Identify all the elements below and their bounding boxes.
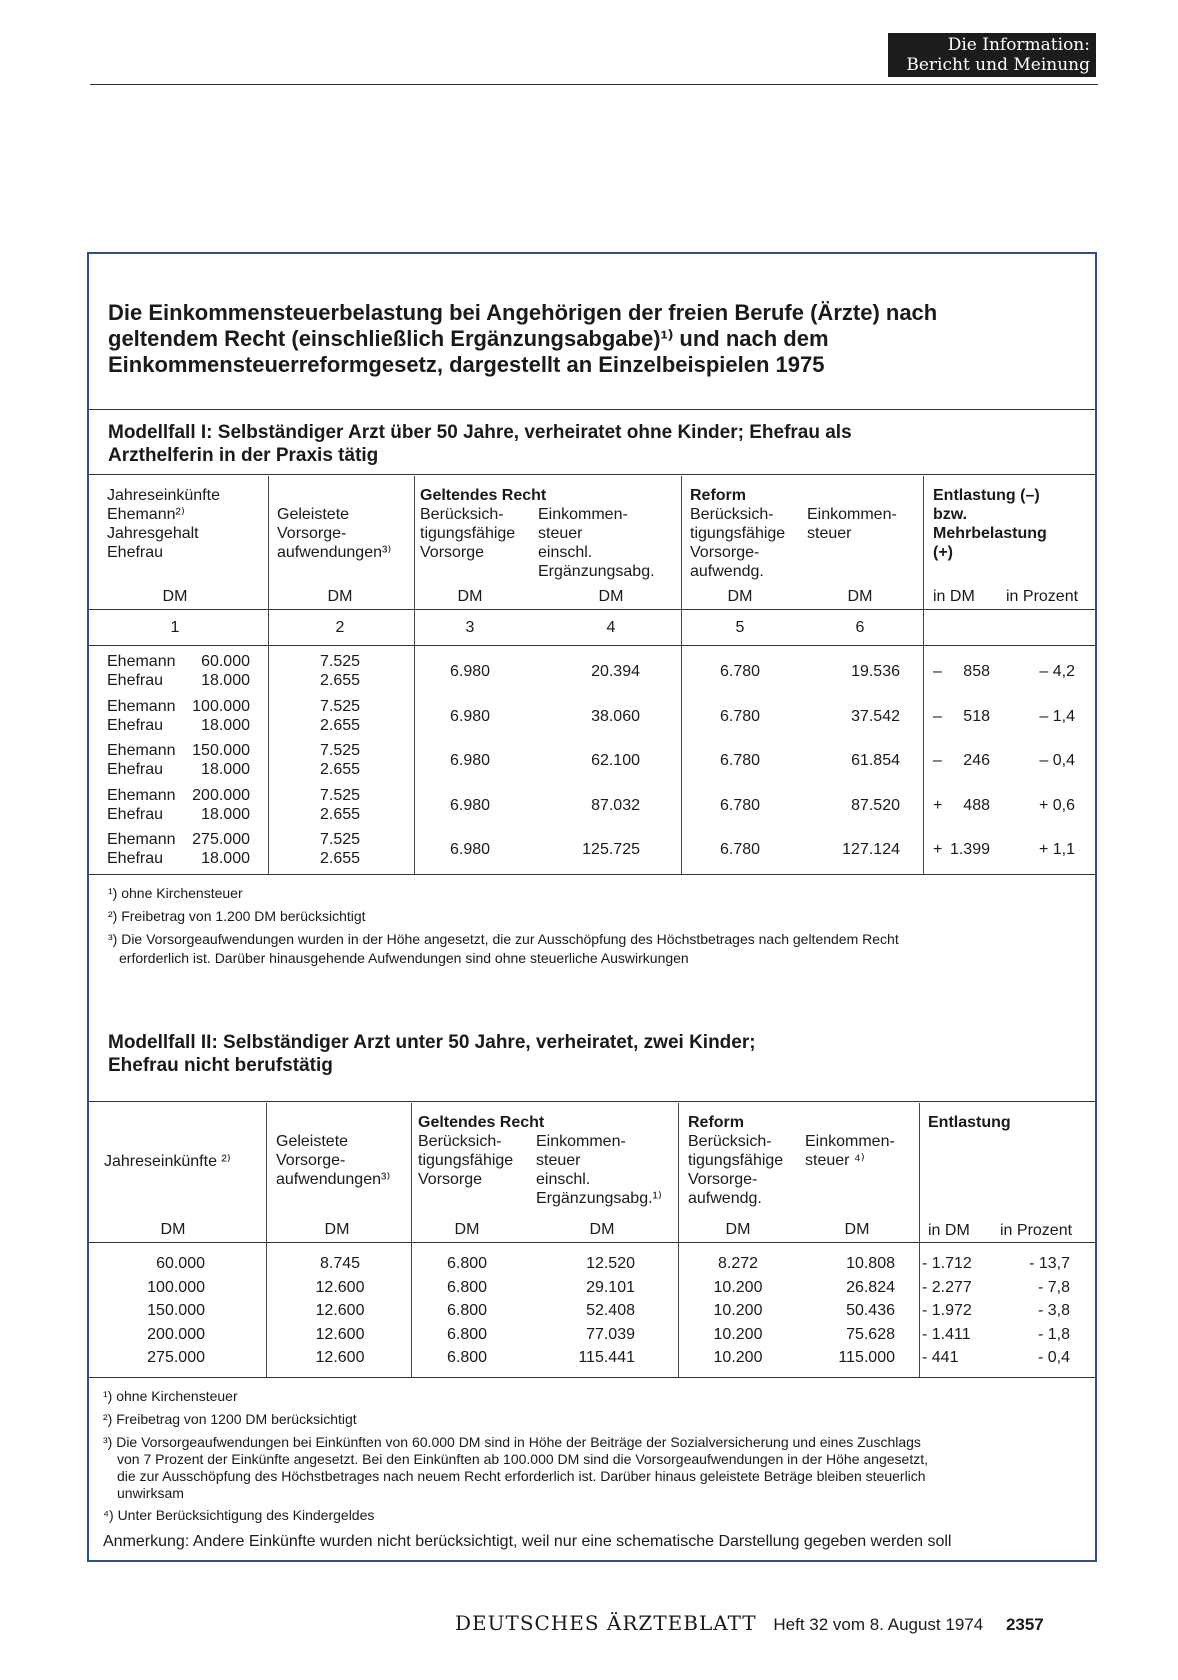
- expenses-husband: 7.525: [319, 831, 361, 848]
- case2-footnote: die zur Ausschöpfung des Höchstbetrages nach neuem Recht erforderlich ist. Darüber hinaus geleistete Beträge bleiben steuerlich: [117, 1468, 926, 1484]
- change-percent: – 1,4: [1039, 707, 1075, 725]
- income-husband: 275.000: [192, 831, 250, 848]
- case2-footnote: ³) Die Vorsorgeaufwendungen bei Einkünften von 60.000 DM sind in Höhe der Beiträge der Sozialversicherung und eines Zuschlags: [103, 1434, 921, 1450]
- case2-reform-header: Reform: [688, 1114, 745, 1131]
- deductible-current: 6.800: [446, 1349, 488, 1366]
- column-divider: [923, 476, 924, 874]
- case2-geltend-header: Geltendes Recht: [418, 1114, 545, 1131]
- case2-col6-header: [805, 1132, 895, 1170]
- case2-col3-header: [418, 1132, 513, 1189]
- header-text: Einkommen-: [807, 506, 897, 523]
- change-dm: - 1.411: [922, 1325, 971, 1343]
- expenses-husband: 7.525: [319, 653, 361, 670]
- unit-label: DM: [457, 588, 483, 605]
- expenses-wife: 2.655: [319, 761, 361, 778]
- divider: [89, 474, 1095, 475]
- row-label: Ehemann: [107, 831, 176, 848]
- case1-title: [108, 421, 1068, 467]
- header-rule: [90, 84, 1098, 85]
- case1-reform-header: Reform: [690, 487, 747, 504]
- header-text: Vorsorge-: [277, 525, 347, 542]
- deductible-reform: 10.200: [713, 1325, 763, 1343]
- section-label: [888, 33, 1096, 77]
- header-text: (+): [933, 544, 953, 561]
- header-text: Berücksich-: [418, 1133, 502, 1150]
- header-text: Berücksich-: [688, 1133, 772, 1150]
- case2-footnote: ⁴) Unter Berücksichtigung des Kindergeldes: [103, 1507, 375, 1523]
- income: 60.000: [156, 1255, 205, 1272]
- case1-col2-header: [277, 505, 391, 562]
- row-label: Ehemann: [107, 653, 176, 670]
- header-text: aufwendungen³⁾: [276, 1171, 391, 1188]
- tax-current: 38.060: [591, 707, 640, 725]
- header-text: Ehemann²⁾: [107, 506, 185, 523]
- income-husband: 150.000: [192, 742, 250, 759]
- tax-reform: 75.628: [846, 1325, 895, 1343]
- salary-wife: 18.000: [201, 716, 250, 734]
- column-number: 4: [606, 619, 616, 636]
- header-text: Vorsorge-: [688, 1171, 758, 1188]
- deductible-reform: 8.272: [717, 1255, 759, 1272]
- tax-current: 12.520: [586, 1255, 635, 1272]
- unit-label: DM: [725, 1221, 751, 1238]
- divider: [89, 1377, 1095, 1378]
- header-text: Jahresgehalt: [107, 525, 199, 542]
- tax-reform: 37.542: [851, 707, 900, 725]
- row-label: Ehemann: [107, 786, 176, 804]
- column-number: 3: [465, 619, 475, 636]
- change-dm: - 2.277: [922, 1278, 972, 1296]
- change-percent: - 3,8: [1037, 1302, 1070, 1319]
- header-text: Geleistete: [277, 506, 350, 523]
- header-text: steuer: [807, 525, 852, 542]
- change-percent: - 1,8: [1037, 1325, 1070, 1343]
- header-text: steuer ⁴⁾: [805, 1152, 865, 1169]
- header-text: aufwendg.: [690, 563, 764, 580]
- case1-footnote: ¹) ohne Kirchensteuer: [108, 885, 243, 901]
- header-text: Einkommen-: [805, 1133, 895, 1150]
- tax-current: 20.394: [591, 663, 640, 680]
- case1-title-line: Modellfall I: Selbständiger Arzt über 50 Jahre, verheiratet ohne Kinder; Ehefrau als: [108, 422, 852, 443]
- case1-col4-header: [538, 505, 655, 581]
- expenses-husband: 7.525: [319, 742, 361, 759]
- income: 150.000: [147, 1302, 205, 1319]
- header-text: Vorsorge-: [276, 1152, 346, 1169]
- deductible-current: 6.800: [446, 1278, 488, 1296]
- income: 275.000: [147, 1349, 205, 1366]
- deductible-reform: 6.780: [719, 796, 761, 814]
- case2-footnote: ¹) ohne Kirchensteuer: [103, 1388, 238, 1404]
- row-label: Ehefrau: [107, 805, 164, 823]
- unit-label: DM: [844, 1221, 870, 1238]
- tax-reform: 87.520: [851, 796, 900, 814]
- change-percent: + 0,6: [1038, 796, 1075, 814]
- header-text: Vorsorge: [418, 1171, 483, 1188]
- unit-label: in Prozent: [1000, 1222, 1073, 1239]
- column-number: 2: [335, 619, 345, 636]
- change-percent: - 13,7: [1029, 1255, 1070, 1272]
- unit-label: in Prozent: [1006, 588, 1079, 605]
- column-number: 5: [735, 619, 745, 636]
- divider: [89, 609, 1095, 610]
- header-text: Geleistete: [276, 1133, 349, 1150]
- row-label: Ehefrau: [107, 761, 164, 778]
- case1-geltend-header: Geltendes Recht: [420, 487, 547, 504]
- expenses-wife: 2.655: [319, 805, 361, 823]
- title-line: Einkommensteuerreformgesetz, dargestellt an Einzelbeispielen 1975: [108, 352, 825, 377]
- income-husband: 60.000: [201, 653, 250, 670]
- tax-current: 125.725: [582, 841, 640, 858]
- case1-col3-header: [420, 505, 515, 562]
- income-husband: 200.000: [192, 786, 250, 804]
- sign: –: [933, 752, 942, 769]
- unit-label: DM: [454, 1221, 480, 1238]
- deductible-current: 6.980: [449, 752, 491, 769]
- salary-wife: 18.000: [201, 850, 250, 867]
- page-title: [108, 300, 1088, 378]
- issue-info: Heft 32 vom 8. August 1974: [773, 1615, 984, 1634]
- expenses: 12.600: [315, 1278, 365, 1296]
- header-text: aufwendg.: [688, 1190, 762, 1207]
- unit-label: DM: [589, 1221, 615, 1238]
- column-divider: [919, 1103, 920, 1377]
- case2-col2-header: [276, 1132, 390, 1189]
- case2-col5-header: [688, 1132, 783, 1208]
- change-dm: 1.399: [949, 841, 990, 858]
- page-footer: [455, 1611, 1044, 1635]
- case1-entlastung-header: [933, 486, 1047, 562]
- expenses-husband: 7.525: [319, 697, 361, 715]
- unit-label: DM: [160, 1221, 186, 1238]
- row-label: Ehemann: [107, 742, 176, 759]
- deductible-current: 6.980: [449, 841, 491, 858]
- deductible-reform: 6.780: [719, 752, 761, 769]
- case2-col1-header: Jahreseinkünfte ²⁾: [104, 1153, 231, 1170]
- tax-current: 87.032: [591, 796, 640, 814]
- header-text: Vorsorge: [420, 544, 485, 561]
- header-text: Einkommen-: [538, 506, 628, 523]
- header-text: tigungsfähige: [420, 525, 516, 542]
- column-divider: [411, 1103, 412, 1377]
- deductible-reform: 10.200: [713, 1278, 763, 1296]
- case2-entlastung-header: Entlastung: [928, 1114, 1011, 1131]
- header-text: Berücksich-: [690, 506, 774, 523]
- section-label-line2: Bericht und Meinung: [906, 55, 1090, 75]
- column-number: 1: [170, 619, 180, 636]
- column-divider: [266, 1103, 267, 1377]
- expenses-husband: 7.525: [319, 786, 361, 804]
- sign: –: [933, 707, 942, 725]
- column-divider: [678, 1103, 679, 1377]
- case1-footnote: ²) Freibetrag von 1.200 DM berücksichtigt: [108, 908, 366, 924]
- income-husband: 100.000: [192, 697, 250, 715]
- expenses-wife: 2.655: [319, 716, 361, 734]
- unit-label: in DM: [933, 588, 975, 605]
- deductible-current: 6.800: [446, 1325, 488, 1343]
- sign: +: [933, 796, 943, 814]
- header-text: Jahreseinkünfte: [107, 487, 220, 504]
- sign: –: [933, 663, 942, 680]
- salary-wife: 18.000: [201, 761, 250, 778]
- header-text: tigungsfähige: [418, 1152, 514, 1169]
- row-label: Ehemann: [107, 697, 176, 715]
- tax-reform: 50.436: [846, 1302, 895, 1319]
- case1-title-line: Arzthelferin in der Praxis tätig: [108, 445, 379, 466]
- tax-current: 52.408: [586, 1302, 635, 1319]
- header-text: Vorsorge-: [690, 544, 760, 561]
- change-dm: 246: [963, 752, 990, 769]
- change-dm: 488: [963, 796, 990, 814]
- change-dm: - 1.712: [922, 1255, 972, 1272]
- tax-reform: 115.000: [838, 1349, 895, 1366]
- case2-title: [108, 1031, 1068, 1077]
- divider: [89, 874, 1095, 875]
- header-text: einschl.: [536, 1171, 591, 1188]
- case2-title-line: Ehefrau nicht berufstätig: [108, 1055, 333, 1076]
- expenses-wife: 2.655: [319, 850, 361, 867]
- expenses-wife: 2.655: [319, 672, 361, 689]
- change-percent: - 7,8: [1037, 1278, 1070, 1296]
- case2-note: Anmerkung: Andere Einkünfte wurden nicht berücksichtigt, weil nur eine schematische Darstellung gegeben werden soll: [103, 1533, 952, 1550]
- deductible-current: 6.800: [446, 1302, 488, 1319]
- divider: [89, 645, 1095, 646]
- deductible-current: 6.800: [446, 1255, 488, 1272]
- deductible-reform: 6.780: [719, 841, 761, 858]
- header-text: einschl.: [538, 544, 593, 561]
- header-text: tigungsfähige: [690, 525, 786, 542]
- change-percent: – 0,4: [1039, 752, 1075, 769]
- tax-current: 62.100: [591, 752, 640, 769]
- sign: +: [933, 841, 943, 858]
- unit-label: DM: [324, 1221, 350, 1238]
- header-text: Mehrbelastung: [933, 525, 1047, 542]
- header-text: Ergänzungsabg.: [538, 563, 655, 580]
- tax-reform: 127.124: [842, 841, 900, 858]
- deductible-current: 6.980: [449, 663, 491, 680]
- change-dm: - 1.972: [922, 1302, 972, 1319]
- tax-current: 77.039: [586, 1325, 635, 1343]
- divider: [89, 1242, 1095, 1243]
- income: 200.000: [147, 1325, 205, 1343]
- salary-wife: 18.000: [201, 672, 250, 689]
- unit-label: in DM: [928, 1222, 970, 1239]
- header-text: Entlastung (–): [933, 487, 1040, 504]
- header-text: steuer: [536, 1152, 581, 1169]
- page-number: 2357: [1005, 1615, 1044, 1634]
- column-number: 6: [855, 619, 865, 636]
- row-label: Ehefrau: [107, 850, 164, 867]
- tax-reform: 26.824: [846, 1278, 895, 1296]
- header-text: Einkommen-: [536, 1133, 626, 1150]
- deductible-reform: 10.200: [713, 1302, 763, 1319]
- tax-reform: 19.536: [851, 663, 900, 680]
- expenses: 12.600: [315, 1302, 365, 1319]
- header-text: aufwendungen³⁾: [277, 544, 392, 561]
- row-label: Ehefrau: [107, 672, 164, 689]
- case1-footnote: erforderlich ist. Darüber hinausgehende Aufwendungen sind ohne steuerliche Auswirkungen: [119, 950, 689, 966]
- case2-title-line: Modellfall II: Selbständiger Arzt unter 50 Jahre, verheiratet, zwei Kinder;: [108, 1032, 756, 1053]
- expenses: 8.745: [319, 1255, 361, 1272]
- case2-footnote: unwirksam: [117, 1485, 184, 1501]
- change-dm: - 441: [922, 1349, 959, 1366]
- change-percent: – 4,2: [1039, 663, 1075, 680]
- deductible-reform: 6.780: [719, 707, 761, 725]
- column-divider: [681, 476, 682, 874]
- case2-footnote: ²) Freibetrag von 1200 DM berücksichtigt: [103, 1411, 357, 1427]
- change-percent: - 0,4: [1037, 1349, 1070, 1366]
- expenses: 12.600: [315, 1349, 365, 1366]
- header-text: steuer: [538, 525, 583, 542]
- header-text: bzw.: [933, 506, 968, 523]
- tax-reform: 10.808: [846, 1255, 895, 1272]
- unit-label: DM: [162, 588, 188, 605]
- case1-col6-header: [807, 505, 897, 543]
- case1-col5-header: [690, 505, 785, 581]
- unit-label: DM: [847, 588, 873, 605]
- tax-current: 29.101: [586, 1278, 635, 1296]
- tax-reform: 61.854: [851, 752, 900, 769]
- divider: [89, 1101, 1095, 1102]
- change-dm: 518: [963, 707, 990, 725]
- case1-footnote: ³) Die Vorsorgeaufwendungen wurden in der Höhe angesetzt, die zur Ausschöpfung des Höchstbetrages nach geltendem Recht: [108, 931, 899, 947]
- expenses: 12.600: [315, 1325, 365, 1343]
- case1-col1-header: [107, 486, 220, 562]
- case2-col4-header: [536, 1132, 662, 1208]
- change-dm: 858: [963, 663, 990, 680]
- deductible-current: 6.980: [449, 707, 491, 725]
- row-label: Ehefrau: [107, 716, 164, 734]
- header-text: Berücksich-: [420, 506, 504, 523]
- case2-footnote: von 7 Prozent der Einkünfte angesetzt. Bei den Einkünften ab 100.000 DM sind die Vorsorgeaufwendungen in der Höhe angesetzt,: [117, 1451, 928, 1467]
- deductible-reform: 6.780: [719, 663, 761, 680]
- header-text: Ehefrau: [107, 544, 164, 561]
- deductible-reform: 10.200: [713, 1349, 763, 1366]
- title-line: Die Einkommensteuerbelastung bei Angehörigen der freien Berufe (Ärzte) nach: [108, 300, 938, 325]
- tax-current: 115.441: [578, 1349, 635, 1366]
- unit-label: DM: [598, 588, 624, 605]
- unit-label: DM: [727, 588, 753, 605]
- header-text: Ergänzungsabg.¹⁾: [536, 1190, 662, 1207]
- column-divider: [414, 476, 415, 874]
- change-percent: + 1,1: [1038, 841, 1075, 858]
- unit-label: DM: [327, 588, 353, 605]
- salary-wife: 18.000: [201, 805, 250, 823]
- income: 100.000: [147, 1278, 205, 1296]
- section-label-line1: Die Information:: [947, 35, 1090, 55]
- divider: [89, 409, 1095, 410]
- column-divider: [268, 476, 269, 874]
- title-line: geltendem Recht (einschließlich Ergänzungsabgabe)¹⁾ und nach dem: [108, 326, 829, 351]
- header-text: tigungsfähige: [688, 1152, 784, 1169]
- magazine-name: DEUTSCHES ÄRZTEBLATT: [455, 1611, 757, 1635]
- deductible-current: 6.980: [449, 796, 491, 814]
